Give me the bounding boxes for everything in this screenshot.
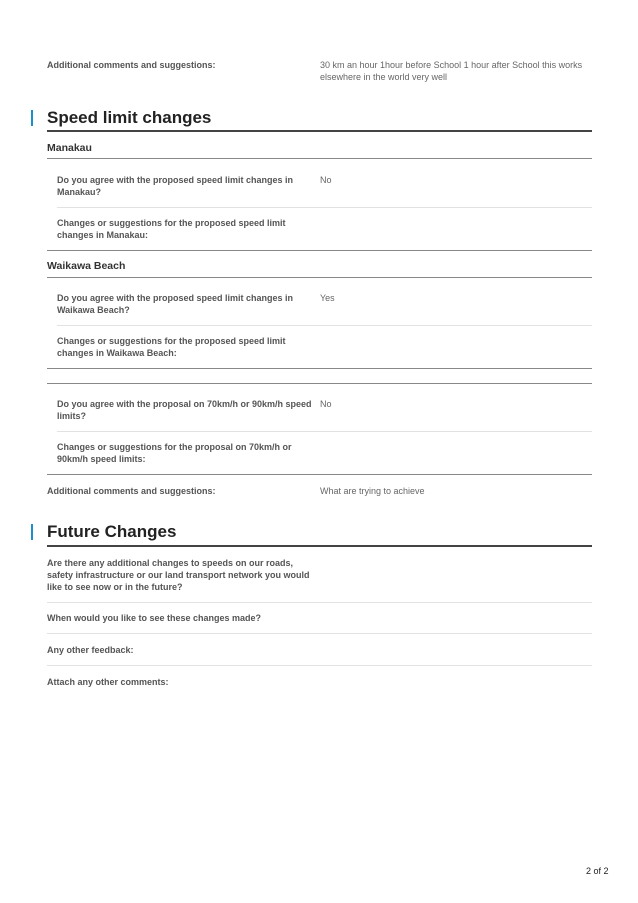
- divider: [57, 325, 592, 326]
- question-line: Do you agree with the proposal on 70km/h or 90km/h speed: [57, 399, 312, 409]
- speed-comments-label: Additional comments and suggestions:: [47, 486, 216, 496]
- question-line: Changes or suggestions for the proposed speed limit: [57, 218, 286, 228]
- waikawa-heading: Waikawa Beach: [47, 260, 126, 272]
- question-line: Do you agree with the proposed speed limit changes in: [57, 293, 294, 303]
- section-accent-bar: [31, 110, 33, 126]
- speed-section-title: Speed limit changes: [47, 108, 212, 127]
- divider: [47, 602, 592, 603]
- question-line: changes in Waikawa Beach:: [57, 348, 177, 358]
- future-when-question: When would you like to see these changes made?: [47, 613, 262, 623]
- divider: [47, 383, 592, 384]
- divider: [47, 665, 592, 666]
- top-comments-value: [320, 59, 582, 83]
- divider: [57, 207, 592, 208]
- question-line: Waikawa Beach?: [57, 305, 130, 315]
- question-line: like to see now or in the future?: [47, 582, 183, 592]
- waikawa-agree-question: [57, 292, 293, 316]
- top-comments-label: Additional comments and suggestions:: [47, 60, 216, 70]
- question-line: Are there any additional changes to speeds on our roads,: [47, 558, 294, 568]
- divider: [47, 277, 592, 278]
- question-line: 90km/h speed limits:: [57, 454, 146, 464]
- divider: [47, 368, 592, 369]
- proposal-agree-question: [57, 398, 312, 422]
- section-accent-bar: [31, 524, 33, 540]
- page-number: 2 of 2: [586, 866, 609, 876]
- question-line: Changes or suggestions for the proposal on 70km/h or: [57, 442, 292, 452]
- waikawa-agree-answer: Yes: [320, 293, 335, 303]
- question-line: Changes or suggestions for the proposed speed limit: [57, 336, 286, 346]
- manakau-agree-answer: No: [320, 175, 332, 185]
- divider: [57, 431, 592, 432]
- top-comments-line-1: 30 km an hour 1hour before School 1 hour after School this works: [320, 60, 583, 70]
- question-line: changes in Manakau:: [57, 230, 149, 240]
- future-section-title: Future Changes: [47, 522, 177, 541]
- divider: [47, 474, 592, 475]
- divider: [47, 250, 592, 251]
- future-feedback-question: Any other feedback:: [47, 645, 134, 655]
- divider: [47, 158, 592, 159]
- manakau-agree-question: [57, 174, 293, 198]
- future-attach-question: Attach any other comments:: [47, 677, 169, 687]
- future-additional-question: [47, 557, 310, 593]
- question-line: safety infrastructure or our land transport network you would: [47, 570, 310, 580]
- proposal-changes-question: [57, 441, 292, 465]
- manakau-changes-question: [57, 217, 286, 241]
- manakau-heading: Manakau: [47, 142, 92, 154]
- section-divider: [47, 130, 592, 132]
- section-divider: [47, 545, 592, 547]
- divider: [47, 633, 592, 634]
- question-line: Do you agree with the proposed speed limit changes in: [57, 175, 294, 185]
- speed-comments-value: What are trying to achieve: [320, 486, 425, 496]
- proposal-agree-answer: No: [320, 399, 332, 409]
- waikawa-changes-question: [57, 335, 286, 359]
- top-comments-line-2: elsewhere in the world very well: [320, 72, 448, 82]
- question-line: Manakau?: [57, 187, 102, 197]
- question-line: limits?: [57, 411, 87, 421]
